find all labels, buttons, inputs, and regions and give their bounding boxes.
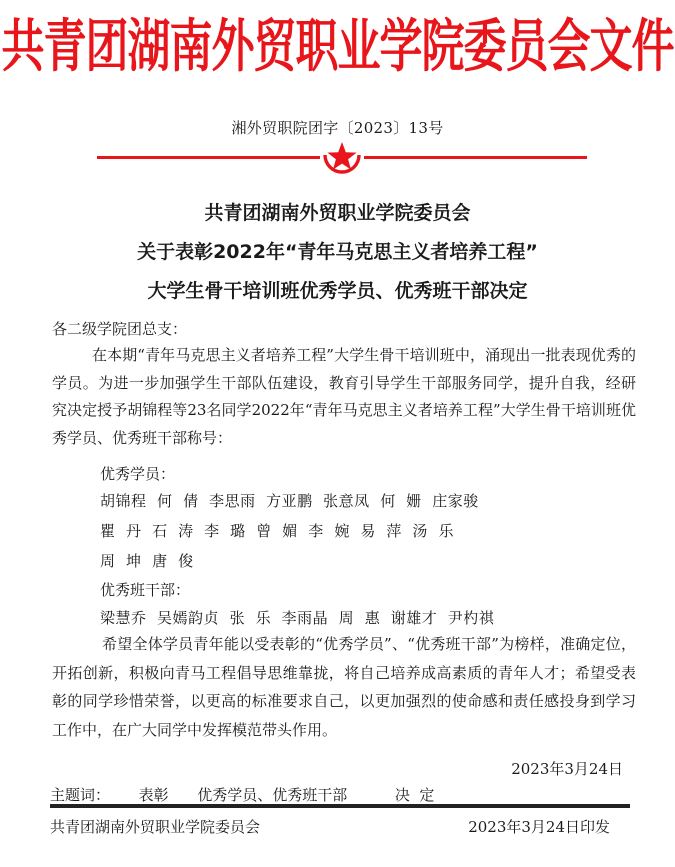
document-date: 2023年3月24日 [511, 760, 623, 778]
print-date: 2023年3月24日印发 [468, 818, 610, 836]
red-divider-left [97, 156, 320, 159]
cadres-row: 梁慧乔 吴嫣韵贞 张 乐 李雨晶 周 惠 谢雄才 尹杓祺 [100, 609, 495, 627]
issuer-row [50, 816, 630, 837]
masthead-title: 共青团湖南外贸职业学院委员会文件 [1, 14, 674, 80]
outstanding-students-label: 优秀学员： [100, 465, 176, 483]
students-row: 瞿 丹 石 涛 李 璐 曾 媚 李 婉 易 萍 汤 乐 [100, 522, 454, 540]
decision-title-line-1: 共青团湖南外贸职业学院委员会 [204, 202, 471, 224]
decision-title-line-2: 关于表彰2022年“青年马克思主义者培养工程” [137, 241, 538, 263]
document-number: 湘外贸职院团字〔2023〕13号 [231, 119, 444, 137]
red-star-icon [322, 140, 362, 176]
paragraph-intro: 在本期“青年马克思主义者培养工程”大学生骨干培训班中，涌现出一批表现优秀的学员。为进一步加强学生干部队伍建设，教育引导学生干部服务同学，提升自我，经研究决定授予胡锦程等23名同学2022年“青年马克思主义者培养工程”大学生骨干培训班优秀学员、优秀班干部称号： [52, 346, 636, 447]
decision-title-line-3: 大学生骨干培训班优秀学员、优秀班干部决定 [147, 280, 528, 302]
red-divider-right [364, 156, 587, 159]
subject-keywords: 主题词： 表彰 优秀学员、优秀班干部 决 定 [50, 786, 435, 804]
outstanding-cadres-label: 优秀班干部： [100, 581, 191, 599]
students-row: 周 坤 唐 俊 [100, 552, 194, 570]
issuer-name: 共青团湖南外贸职业学院委员会 [50, 818, 261, 836]
salutation: 各二级学院团总支： [52, 320, 188, 338]
paragraph-closing: 希望全体学员青年能以受表彰的“优秀学员”、“优秀班干部”为榜样，准确定位，开拓创新，积极向青马工程倡导思维靠拢，将自己培养成高素质的青年人才；希望受表彰的同学珍惜荣誉，以更高的标准要求自己，以更加强烈的使命感和责任感投身到学习工作中，在广大同学中发挥模范带头作用。 [52, 635, 636, 739]
footer-rule [50, 806, 630, 808]
students-row: 胡锦程 何 倩 李思雨 方亚鹏 张意凤 何 姗 庄家骏 [100, 492, 479, 510]
